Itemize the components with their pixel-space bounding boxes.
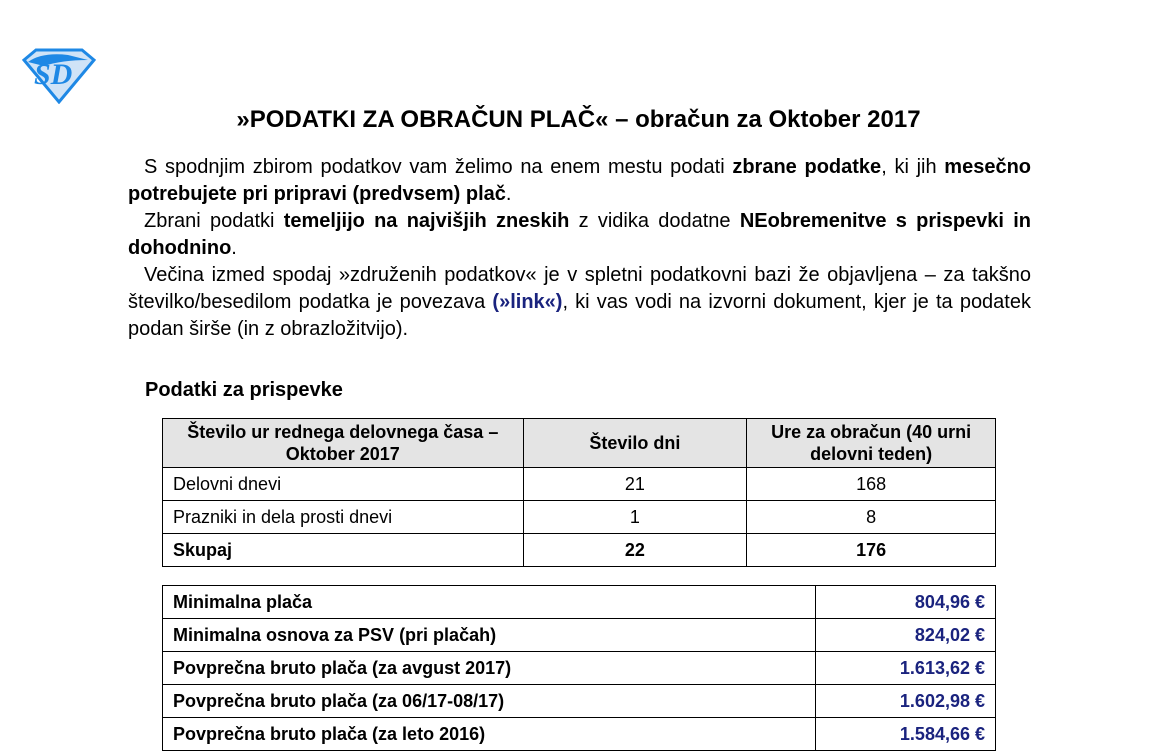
table-row (163, 685, 996, 718)
row-label: Minimalna osnova za PSV (pri plačah) (163, 619, 816, 652)
intro-text (128, 154, 1031, 343)
row-label: Prazniki in dela prosti dnevi (163, 501, 524, 534)
hours-cell: 8 (747, 501, 996, 534)
intro-paragraph-1: S spodnjim zbirom podatkov vam želimo na enem mestu podati zbrane podatke, ki jih mesečno potrebujete pri pripravi (predvsem) plač. (128, 156, 1032, 205)
logo-icon (22, 46, 96, 104)
amount-link[interactable]: 804,96 € (816, 586, 996, 619)
source-link[interactable]: (»link«) (492, 291, 563, 313)
wage-table (162, 585, 996, 751)
page-title: »PODATKI ZA OBRAČUN PLAČ« – obračun za Oktober 2017 (236, 106, 921, 133)
column-header: Število dni (523, 419, 747, 468)
intro-paragraph-3: Večina izmed spodaj »združenih podatkov« je v spletni podatkovni bazi že objavljena – za takšno številko/besedilom podatka je povezava (»link«), ki vas vodi na izvorni dokument, kjer je ta podatek podan širše (in z obrazložitvijo). (128, 264, 1031, 340)
section-title: Podatki za prispevke (145, 379, 343, 401)
intro-paragraph-2: Zbrani podatki temeljijo na najvišjih zneskih z vidika dodatne NEobremenitve s prispevki in dohodnino. (128, 210, 1032, 259)
row-label: Povprečna bruto plača (za leto 2016) (163, 718, 816, 751)
table-row (163, 501, 996, 534)
days-cell: 1 (523, 501, 747, 534)
table-header-row (163, 419, 996, 468)
hours-cell: 168 (747, 468, 996, 501)
days-cell: 21 (523, 468, 747, 501)
amount-link[interactable]: 1.602,98 € (816, 685, 996, 718)
days-cell: 22 (523, 534, 747, 567)
row-label: Delovni dnevi (163, 468, 524, 501)
row-label: Povprečna bruto plača (za 06/17-08/17) (163, 685, 816, 718)
table-row (163, 718, 996, 751)
column-header: Število ur rednega delovnega časa – Oktober 2017 (163, 419, 524, 468)
row-label: Minimalna plača (163, 586, 816, 619)
amount-link[interactable]: 1.584,66 € (816, 718, 996, 751)
table-row (163, 586, 996, 619)
row-label: Skupaj (163, 534, 524, 567)
amount-link[interactable]: 824,02 € (816, 619, 996, 652)
column-header: Ure za obračun (40 urni delovni teden) (747, 419, 996, 468)
table-row (163, 652, 996, 685)
row-label: Povprečna bruto plača (za avgust 2017) (163, 652, 816, 685)
table-row (163, 619, 996, 652)
svg-text:SD: SD (34, 58, 73, 91)
table-row (163, 468, 996, 501)
amount-link[interactable]: 1.613,62 € (816, 652, 996, 685)
hours-cell: 176 (747, 534, 996, 567)
hours-table (162, 418, 996, 567)
table-total-row (163, 534, 996, 567)
